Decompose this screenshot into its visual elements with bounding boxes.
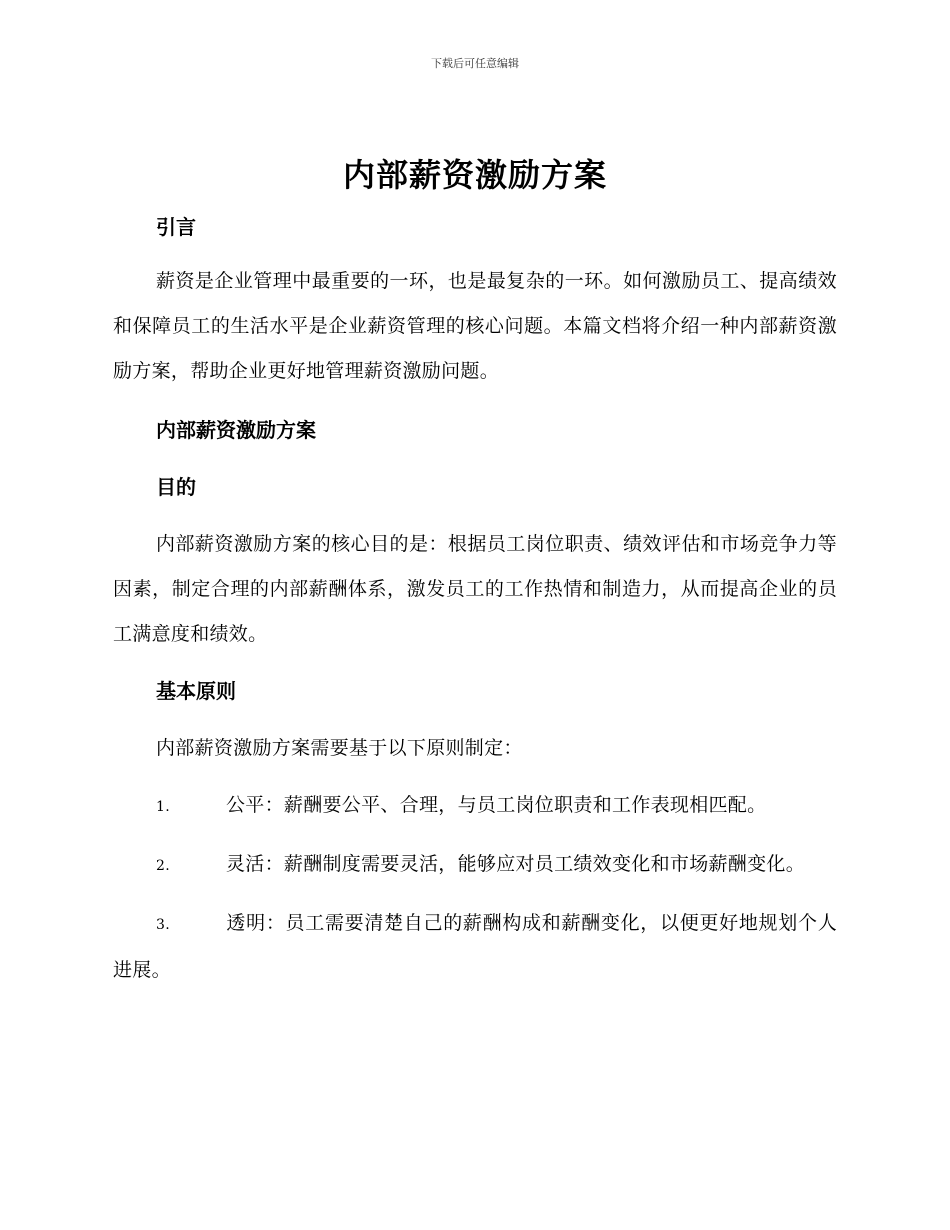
section-heading-principles: 基本原则 — [156, 679, 236, 703]
principle-item-1 — [113, 783, 837, 830]
principles-intro-paragraph: 内部薪资激励方案需要基于以下原则制定： — [156, 737, 523, 759]
list-item-text: 公平：薪酬要公平、合理，与员工岗位职责和工作表现相匹配。 — [226, 794, 767, 816]
document-body — [113, 200, 837, 993]
list-number: 2. — [156, 858, 170, 874]
section-heading-intro: 引言 — [156, 215, 196, 239]
document-title: 内部薪资激励方案 — [342, 156, 607, 194]
principle-item-2 — [113, 842, 837, 889]
list-item-text: 灵活：薪酬制度需要灵活，能够应对员工绩效变化和市场薪酬变化。 — [226, 853, 806, 875]
header-note: 下载后可任意编辑 — [431, 57, 519, 70]
section-heading-plan: 内部薪资激励方案 — [156, 418, 316, 442]
intro-paragraph: 薪资是企业管理中最重要的一环，也是最复杂的一环。如何激励员工、提高绩效和保障员工的生活水平是企业薪资管理的核心问题。本篇文档将介绍一种内部薪资激励方案，帮助企业更好地管理薪资激励问题。 — [113, 270, 837, 382]
list-item-text: 透明：员工需要清楚自己的薪酬构成和薪酬变化，以便更好地规划个人进展。 — [113, 912, 837, 981]
list-number: 1. — [156, 799, 170, 815]
principle-item-3 — [113, 901, 837, 993]
purpose-paragraph: 内部薪资激励方案的核心目的是：根据员工岗位职责、绩效评估和市场竞争力等因素，制定合理的内部薪酬体系，激发员工的工作热情和制造力，从而提高企业的员工满意度和绩效。 — [113, 533, 837, 645]
section-heading-purpose: 目的 — [156, 475, 196, 499]
list-number: 3. — [156, 917, 170, 933]
